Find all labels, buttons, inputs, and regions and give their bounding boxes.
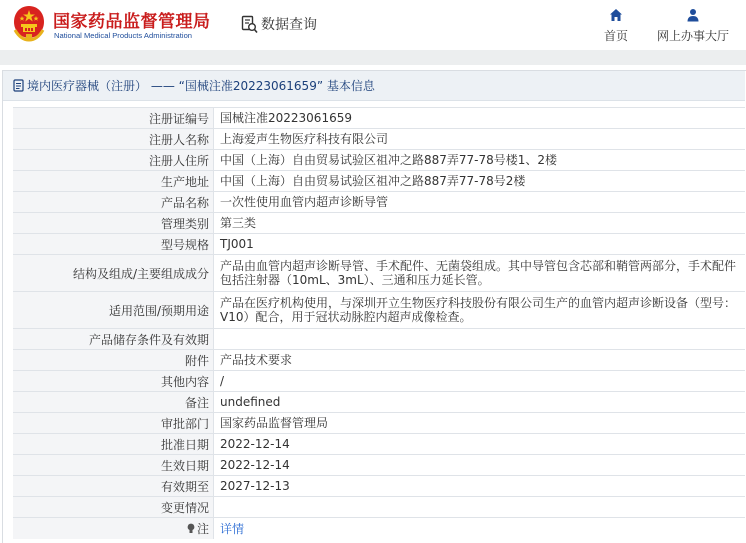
- row-value: 中国（上海）自由贸易试验区祖冲之路887弄77-78号2楼: [220, 174, 526, 188]
- row-label: 注册人住所: [13, 150, 214, 170]
- row-label: 其他内容: [13, 371, 214, 391]
- nav-home-label: 首页: [603, 29, 628, 43]
- table-row: [13, 434, 745, 455]
- row-value: /: [220, 374, 225, 388]
- document-icon: [13, 79, 24, 92]
- table-row: [13, 350, 745, 371]
- table-row: [13, 234, 745, 255]
- document-search-icon: [241, 15, 258, 34]
- table-row: [13, 329, 745, 350]
- row-value: 国家药品监督管理局: [220, 416, 329, 430]
- row-label: 批准日期: [13, 434, 214, 454]
- table-row: [13, 371, 745, 392]
- user-icon: [686, 8, 700, 22]
- row-value: 2022-12-14: [220, 437, 290, 451]
- row-label: 有效期至: [13, 476, 214, 496]
- table-row: [13, 255, 745, 292]
- row-label: 备注: [13, 392, 214, 412]
- detail-table: [13, 107, 745, 539]
- table-row: [13, 413, 745, 434]
- row-label: 产品储存条件及有效期: [13, 329, 214, 349]
- row-value: 2022-12-14: [220, 458, 290, 472]
- nav-online-hall-label: 网上办事大厅: [656, 29, 729, 43]
- row-label: 变更情况: [13, 497, 214, 517]
- table-row-note: [13, 518, 745, 539]
- row-value: 产品在医疗机构使用，与深圳开立生物医疗科技股份有限公司生产的血管内超声诊断设备（型号：V10）配合，用于冠状动脉腔内超声成像检查。: [220, 296, 737, 324]
- row-value: [214, 329, 745, 349]
- row-value: 中国（上海）自由贸易试验区祖冲之路887弄77-78号楼1、2楼: [220, 153, 558, 167]
- row-value: 上海爱声生物医疗科技有限公司: [220, 132, 389, 146]
- row-label: 产品名称: [13, 192, 214, 212]
- table-row: [13, 392, 745, 413]
- table-row: [13, 192, 745, 213]
- row-label: 注册证编号: [13, 108, 214, 128]
- table-row: [13, 150, 745, 171]
- table-row: [13, 171, 745, 192]
- table-row: [13, 476, 745, 497]
- data-query-link[interactable]: [241, 13, 317, 35]
- header-divider-band: [0, 50, 746, 65]
- row-label: 型号规格: [13, 234, 214, 254]
- row-label: 结构及组成/主要组成成分: [13, 255, 214, 291]
- table-row: [13, 292, 745, 329]
- row-label: 适用范围/预期用途: [13, 292, 214, 328]
- table-row: [13, 213, 745, 234]
- national-emblem-icon: [11, 4, 47, 42]
- site-name: 国家药品监督管理局: [53, 12, 211, 32]
- row-value: 国械注准20223061659: [220, 111, 352, 125]
- row-value: 第三类: [220, 216, 257, 230]
- site-name-en: National Medical Products Administration: [54, 31, 193, 40]
- row-value: 产品由血管内超声诊断导管、手术配件、无菌袋组成。其中导管包含芯部和鞘管两部分，手术配件包括注射器（10mL、3mL）、三通和压力延长管。: [220, 259, 737, 287]
- row-label: 附件: [13, 350, 214, 370]
- bulb-icon: [186, 523, 196, 534]
- breadcrumb-text: 境内医疗器械（注册） —— “国械注准20223061659” 基本信息: [27, 79, 375, 93]
- table-row: [13, 108, 745, 129]
- nav-online-hall[interactable]: [656, 8, 730, 44]
- note-label: [13, 518, 214, 539]
- row-label: 注册人名称: [13, 129, 214, 149]
- row-value: [214, 497, 745, 517]
- details-link[interactable]: 详情: [220, 521, 245, 536]
- table-row: [13, 497, 745, 518]
- detail-panel: [2, 70, 746, 543]
- row-label: 生产地址: [13, 171, 214, 191]
- row-value: undefined: [220, 395, 281, 409]
- row-value: 一次性使用血管内超声诊断导管: [220, 195, 389, 209]
- note-value: [214, 518, 745, 539]
- row-label: 审批部门: [13, 413, 214, 433]
- row-value: 产品技术要求: [220, 353, 293, 367]
- row-label: 管理类别: [13, 213, 214, 233]
- site-header: [0, 0, 746, 50]
- note-label-text: 注: [196, 522, 209, 536]
- row-label: 生效日期: [13, 455, 214, 475]
- home-icon: [609, 8, 623, 22]
- row-value: 2027-12-13: [220, 479, 290, 493]
- data-query-label: 数据查询: [261, 17, 317, 33]
- row-value: TJ001: [220, 237, 254, 251]
- table-row: [13, 129, 745, 150]
- table-row: [13, 455, 745, 476]
- breadcrumb: [3, 71, 745, 101]
- nav-home[interactable]: [602, 8, 630, 44]
